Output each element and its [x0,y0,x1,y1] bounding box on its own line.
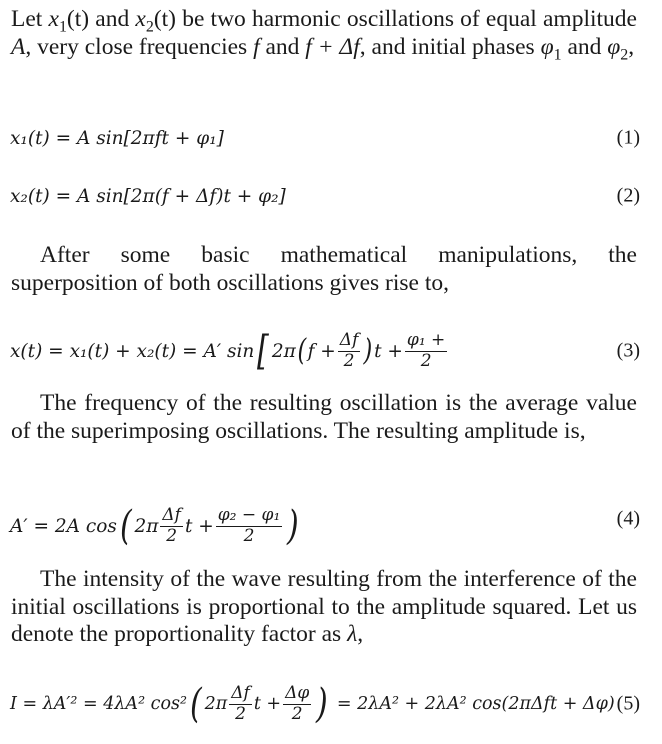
equation-3-fraction-1: $\frac{\Delta f}{2}$ [339,329,359,371]
equation-2 [10,172,640,220]
equation-3-number: (3) [616,339,640,362]
equation-5-fraction-1: $\frac{\Delta f}{2}$ [231,682,250,724]
equation-4 [10,498,640,554]
intro-paragraph: Let $x_1(t)$ and $x_2(t)$ be two harmonic oscillations of equal amplitude A, very close frequencies f and f + Δf, and initial phases $\varphi_1$ and $\varphi_2$, [11,6,637,64]
equation-3-math: x(t) = x₁(t) + x₂(t) = A′ sin [ 2π ( f + $\frac{\Delta f}{2}$ ) t + $\frac{\text{φ₁ +}}{2}$ [10,328,446,374]
equation-5-math: I = λA′² = 4λA² cos² ( 2π $\frac{\Delta f}{2}$ t + $\frac{\Delta\varphi}{2}$ ) = 2λA² + 2λA² cos(2πΔft + Δφ) [10,681,615,727]
frequency-paragraph: The frequency of the resulting oscillation is the average value of the superimposing oscillations. The resulting amplitude is, [11,390,637,444]
equation-4-math: A′ = 2A cos ( 2π $\frac{\Delta f}{2}$ t + $\frac{\text{φ₂ − φ₁}}{2}$ ) [10,503,299,549]
equation-1 [10,114,640,162]
equation-3-fraction-2: $\frac{\text{φ₁ +}}{2}$ [406,329,446,371]
equation-2-number: (2) [616,184,640,207]
equation-1-number: (1) [616,126,640,149]
equation-5-fraction-2: $\frac{\Delta\varphi}{2}$ [285,682,310,724]
equation-5 [10,676,640,732]
equation-1-math: x₁(t) = A sin[2πft + φ₁] [10,127,224,149]
equation-2-math: x₂(t) = A sin[2π(f + Δf)t + φ₂] [10,185,286,207]
equation-4-number: (4) [616,507,640,530]
superposition-paragraph: After some basic mathematical manipulations, the superposition of both oscillations gives rise to, [11,242,637,296]
equation-5-number: (5) [616,692,640,715]
equation-4-fraction-1: $\frac{\Delta f}{2}$ [162,504,181,546]
intensity-paragraph: The intensity of the wave resulting from the interference of the initial oscillations is proportional to the amplitude squared. Let us denote the proportionality factor as λ, [11,566,637,647]
equation-3 [10,322,640,380]
equation-4-fraction-2: $\frac{\text{φ₂ − φ₁}}{2}$ [217,504,281,546]
